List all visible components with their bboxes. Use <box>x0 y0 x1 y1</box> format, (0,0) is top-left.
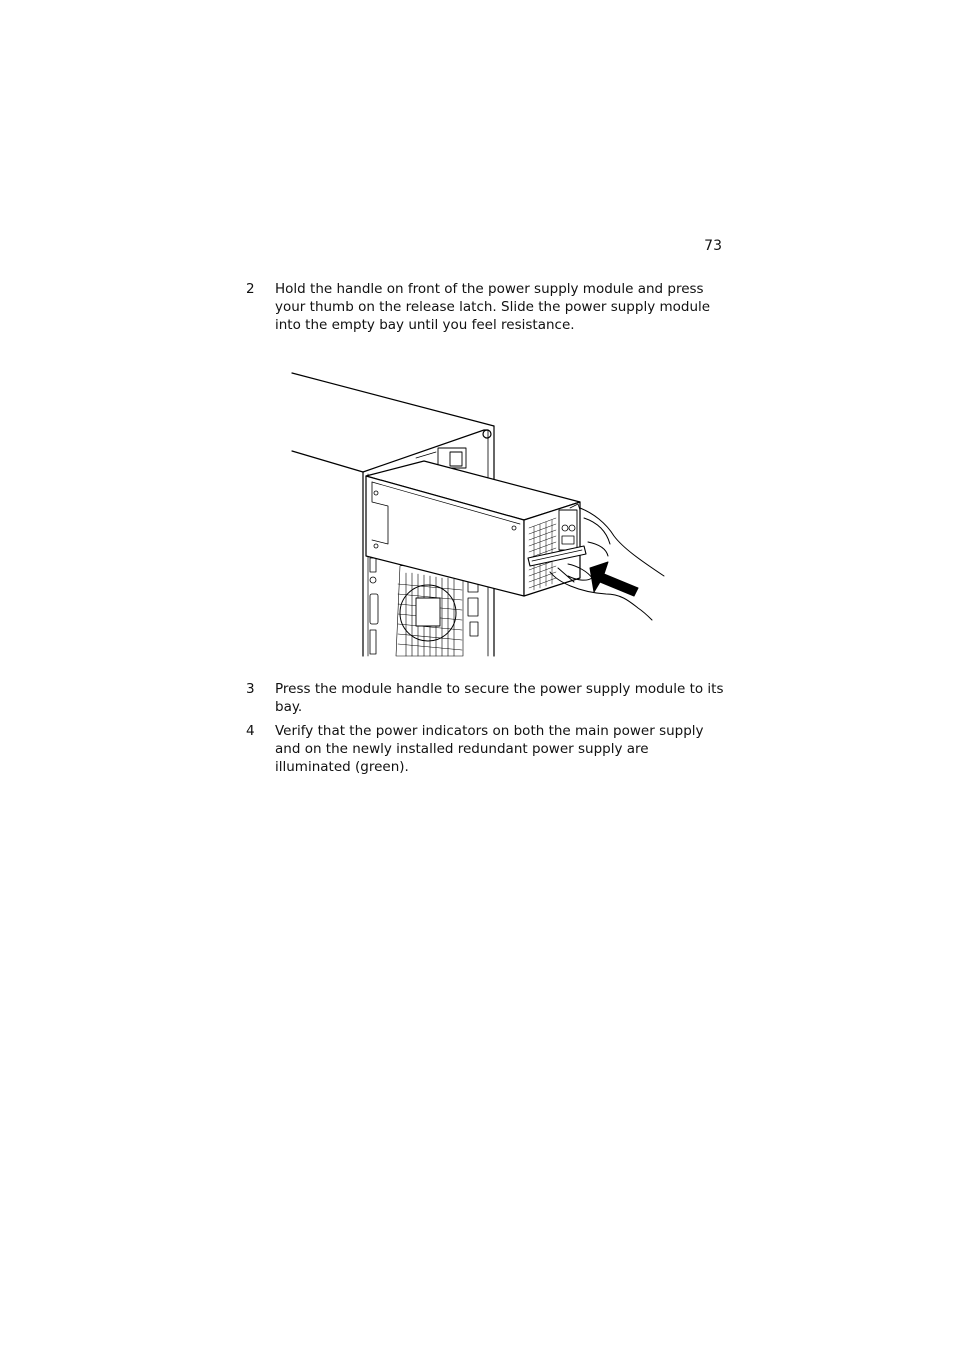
page-number: 73 <box>704 238 722 254</box>
fan-grill <box>396 566 463 656</box>
step-number: 3 <box>246 681 255 697</box>
chassis-side-edge <box>292 451 363 472</box>
power-supply-insertion-illustration <box>288 368 670 658</box>
step-number: 4 <box>246 723 255 739</box>
insertion-arrow-icon <box>590 562 638 596</box>
step-text: Hold the handle on front of the power supply module and press your thumb on the release latch. Slide the power supply module into the empty bay until you feel resistance. <box>275 281 711 333</box>
power-supply-module <box>366 461 580 596</box>
step-text: Press the module handle to secure the power supply module to its bay. <box>275 681 724 715</box>
step-text: Verify that the power indicators on both the main power supply and on the newly installed redundant power supply are illuminated (green). <box>275 723 704 775</box>
step-number: 2 <box>246 281 255 297</box>
chassis-top-edge <box>292 373 494 426</box>
